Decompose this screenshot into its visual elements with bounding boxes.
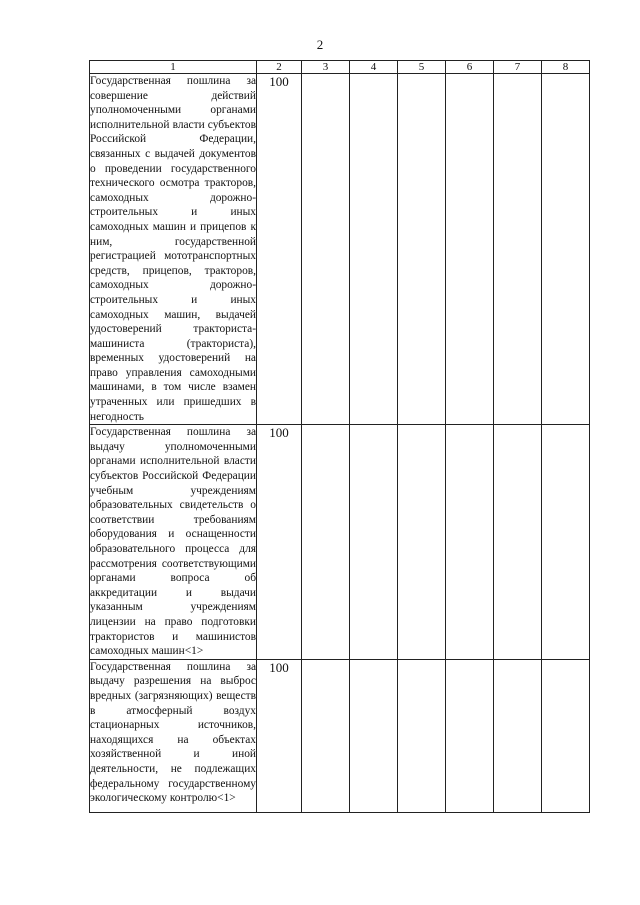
column-header-4: 4 [350,61,398,74]
table-header-row [90,61,590,74]
empty-cell [494,74,542,425]
empty-cell [350,425,398,660]
empty-cell [494,659,542,812]
column-header-8: 8 [542,61,590,74]
empty-cell [542,74,590,425]
empty-cell [494,425,542,660]
empty-cell [542,659,590,812]
empty-cell [302,659,350,812]
row-amount: 100 [257,74,302,425]
column-header-7: 7 [494,61,542,74]
empty-cell [302,425,350,660]
column-header-6: 6 [446,61,494,74]
empty-cell [398,425,446,660]
empty-cell [398,74,446,425]
empty-cell [446,659,494,812]
page-number: 2 [316,37,324,52]
row-description: Государственная пошлина за выдачу уполномоченными органами исполнительной власти субъектов Российской Федерации учебным учреждениям образовательных свидетельств о соответствии требованиям оборудования и оснащенности образовательного процесса для рассмотрения соответствующими органами вопроса об аккредитации и выдачи указанным учреждениям лицензии на право подготовки трактористов и машинистов самоходных машин<1> [90,425,257,660]
row-description: Государственная пошлина за совершение действий уполномоченными органами исполнительной власти субъектов Российской Федерации, связанных с выдачей документов о проведении государственного технического осмотра тракторов, самоходных дорожно-строительных и иных самоходных машин и прицепов к ним, государственной регистрацией мототранспортных средств, прицепов, тракторов, самоходных дорожно-строительных и иных самоходных машин, выдачей удостоверений тракториста-машиниста (тракториста), временных удостоверений на право управления самоходными машинами, в том числе взамен утраченных или пришедших в негодность [90,74,257,425]
fee-table [89,60,590,813]
empty-cell [446,74,494,425]
empty-cell [302,74,350,425]
row-description: Государственная пошлина за выдачу разрешения на выброс вредных (загрязняющих) веществ в атмосферный воздух стационарных источников, находящихся на объектах хозяйственной и иной деятельности, не подлежащих федеральному государственному экологическому контролю<1> [90,659,257,812]
table-row [90,74,590,425]
column-header-5: 5 [398,61,446,74]
empty-cell [398,659,446,812]
empty-cell [542,425,590,660]
empty-cell [446,425,494,660]
table-row [90,659,590,812]
table-row [90,425,590,660]
column-header-3: 3 [302,61,350,74]
empty-cell [350,74,398,425]
column-header-1: 1 [90,61,257,74]
row-amount: 100 [257,425,302,660]
row-amount: 100 [257,659,302,812]
column-header-2: 2 [257,61,302,74]
empty-cell [350,659,398,812]
